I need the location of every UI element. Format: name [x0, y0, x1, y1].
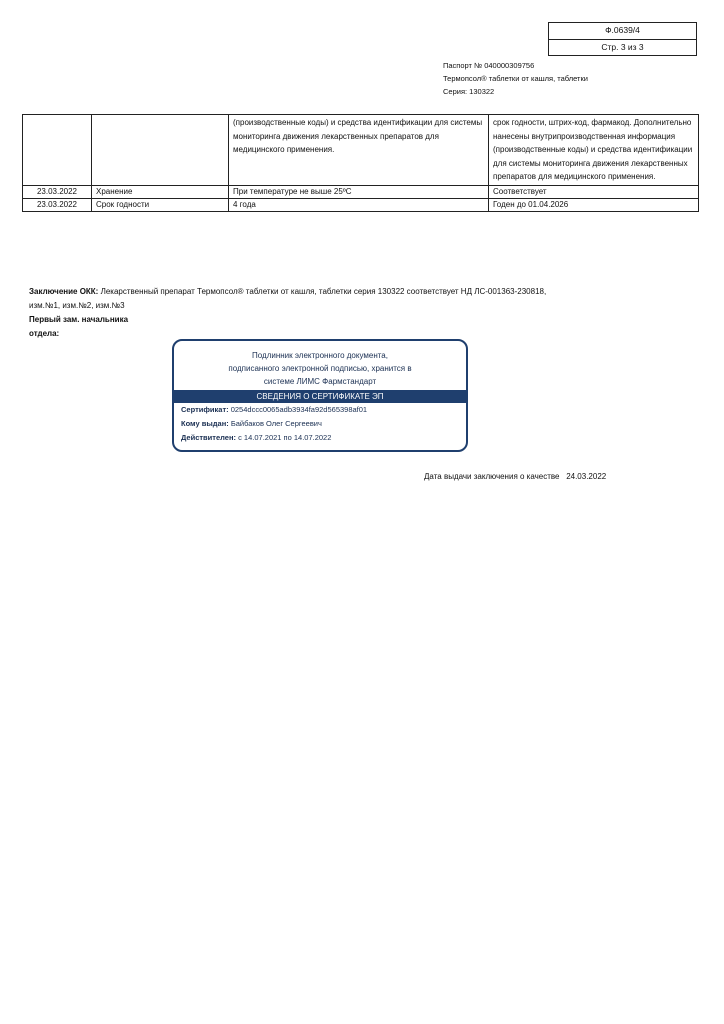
cell-indicator: Хранение — [92, 185, 229, 198]
cell-indicator — [92, 115, 229, 186]
conclusion-label: Заключение ОКК: — [29, 287, 99, 296]
issued-to-row — [174, 417, 466, 431]
conclusion-text — [29, 285, 549, 313]
table-row — [23, 185, 699, 198]
cell-date: 23.03.2022 — [23, 185, 92, 198]
certificate-row — [174, 403, 466, 417]
passport-series: Серия: 130322 — [443, 87, 495, 96]
conclusion-block — [29, 285, 549, 341]
cell-result: срок годности, штрих-код, фармакод. Дополнительно нанесены внутрипроизводственная информация (производственные коды) и средства идентификации для системы мониторинга движения лекарственных препаратов для медицинского применения. — [489, 115, 699, 186]
issue-date-label: Дата выдачи заключения о качестве — [424, 472, 560, 481]
stamp-line: Подлинник электронного документа, — [252, 351, 388, 360]
page-number: Стр. 3 из 3 — [549, 39, 696, 55]
stamp-header — [174, 341, 466, 388]
certificate-label: Сертификат: — [181, 405, 229, 414]
form-code: Ф.0639/4 — [605, 25, 640, 35]
conclusion-body: Лекарственный препарат Термопсол® таблетки от кашля, таблетки серия 130322 соответствует НД ЛС-001363-230818, изм.№1, изм.№2, изм.№3 — [29, 287, 547, 310]
certificate-value: 0254dccc0065adb3934fa92d565398af01 — [230, 405, 368, 414]
validity-value: с 14.07.2021 по 14.07.2022 — [238, 433, 332, 442]
issue-date-line — [424, 472, 606, 481]
cell-date: 23.03.2022 — [23, 198, 92, 211]
stamp-line: подписанного электронной подписью, хранится в — [228, 364, 412, 373]
cell-result: Годен до 01.04.2026 — [489, 198, 699, 211]
electronic-signature-stamp — [172, 339, 468, 452]
validity-row — [174, 431, 466, 445]
signer-department: отдела: — [29, 329, 60, 338]
cell-result: Соответствует — [489, 185, 699, 198]
passport-product: Термопсол® таблетки от кашля, таблетки — [443, 74, 588, 83]
cell-date — [23, 115, 92, 186]
stamp-line: системе ЛИМС Фармстандарт — [263, 377, 377, 386]
quality-table — [22, 114, 699, 212]
signer-position: Первый зам. начальника — [29, 315, 129, 324]
cell-requirement: 4 года — [229, 198, 489, 211]
cell-indicator: Срок годности — [92, 198, 229, 211]
table-row — [23, 198, 699, 211]
issued-to-value: Байбаков Олег Сергеевич — [230, 419, 322, 428]
table-row — [23, 115, 699, 186]
passport-header — [443, 59, 588, 98]
cell-requirement: (производственные коды) и средства идентификации для системы мониторинга движения лекарственных препаратов для медицинского применения. — [229, 115, 489, 186]
validity-label: Действителен: — [181, 433, 236, 442]
issued-to-label: Кому выдан: — [181, 419, 229, 428]
issue-date-value: 24.03.2022 — [566, 472, 607, 481]
passport-number: Паспорт № 040000309756 — [443, 61, 535, 70]
form-code-box — [548, 22, 697, 56]
cell-requirement: При температуре не выше 25ºС — [229, 185, 489, 198]
stamp-band: СВЕДЕНИЯ О СЕРТИФИКАТЕ ЭП — [174, 390, 466, 403]
